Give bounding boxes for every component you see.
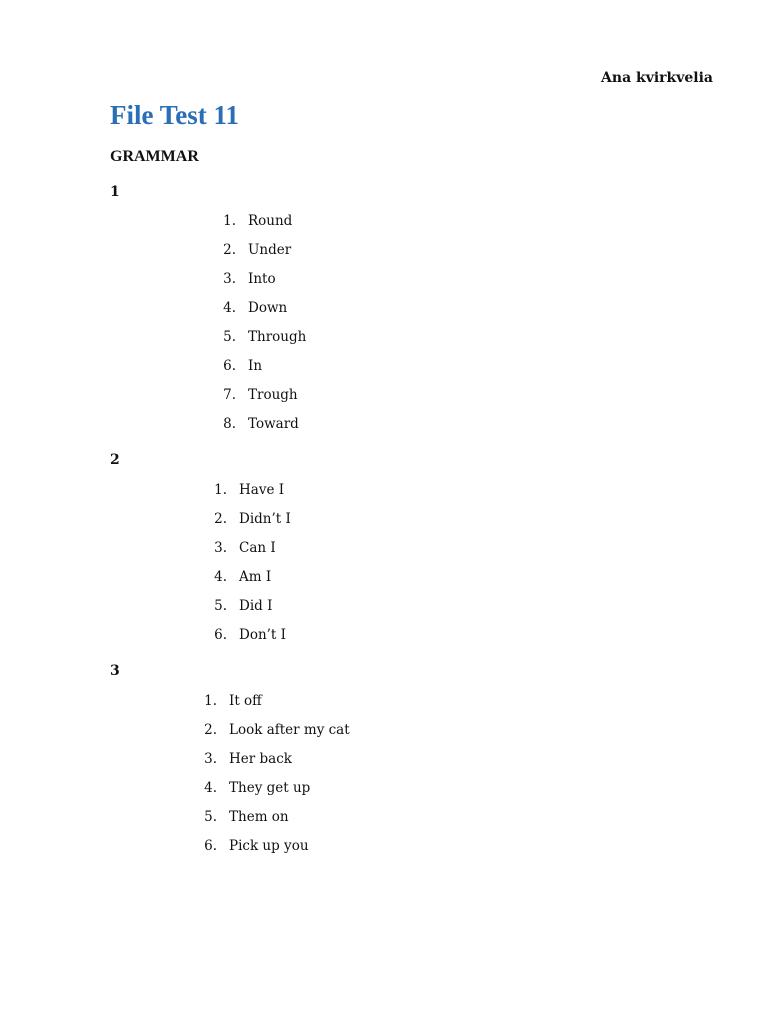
item-number: 8. xyxy=(223,416,236,432)
list-item xyxy=(205,534,291,563)
list-item xyxy=(205,505,291,534)
list-item xyxy=(195,803,350,832)
item-text: They get up xyxy=(229,780,311,796)
item-number: 2. xyxy=(214,511,227,527)
item-number: 3. xyxy=(214,540,227,556)
item-number: 5. xyxy=(214,598,227,614)
item-number: 2. xyxy=(204,722,217,738)
item-number: 5. xyxy=(204,809,217,825)
list-item xyxy=(214,207,306,236)
item-text: Under xyxy=(248,242,292,258)
item-text: Trough xyxy=(248,387,298,403)
item-text: Her back xyxy=(229,751,292,767)
item-text: Didn’t I xyxy=(239,511,291,527)
list-item xyxy=(214,323,306,352)
exercise-number-2: 2 xyxy=(110,452,120,468)
item-text: Down xyxy=(248,300,288,316)
item-number: 1. xyxy=(204,693,217,709)
list-item xyxy=(214,352,306,381)
item-number: 2. xyxy=(223,242,236,258)
author-name: Ana kvirkvelia xyxy=(601,70,713,86)
list-item xyxy=(205,476,291,505)
item-number: 4. xyxy=(223,300,236,316)
item-number: 3. xyxy=(223,271,236,287)
item-text: Into xyxy=(248,271,276,287)
item-number: 6. xyxy=(223,358,236,374)
item-number: 7. xyxy=(223,387,236,403)
list-item xyxy=(214,265,306,294)
item-text: Don’t I xyxy=(239,627,286,643)
item-number: 6. xyxy=(214,627,227,643)
list-item xyxy=(214,381,306,410)
item-number: 4. xyxy=(214,569,227,585)
exercise-number-3: 3 xyxy=(110,663,120,679)
item-text: Look after my cat xyxy=(229,722,350,738)
item-number: 3. xyxy=(204,751,217,767)
list-item xyxy=(195,745,350,774)
item-text: Did I xyxy=(239,598,273,614)
section-heading: GRAMMAR xyxy=(110,148,199,165)
item-text: Have I xyxy=(239,482,285,498)
item-text: Through xyxy=(248,329,307,345)
list-item xyxy=(195,774,350,803)
list-item xyxy=(205,563,291,592)
item-text: Them on xyxy=(229,809,289,825)
item-number: 1. xyxy=(214,482,227,498)
list-item xyxy=(214,410,306,439)
list-item xyxy=(195,687,350,716)
exercise-2-answers xyxy=(205,476,291,650)
exercise-3-answers xyxy=(195,687,350,861)
list-item xyxy=(195,716,350,745)
item-text: Round xyxy=(248,213,293,229)
list-item xyxy=(205,621,291,650)
item-text: Pick up you xyxy=(229,838,309,854)
item-text: It off xyxy=(229,693,262,709)
item-text: Toward xyxy=(248,416,299,432)
item-number: 6. xyxy=(204,838,217,854)
item-text: In xyxy=(248,358,263,374)
item-number: 4. xyxy=(204,780,217,796)
item-text: Am I xyxy=(239,569,272,585)
list-item xyxy=(214,236,306,265)
exercise-1-answers xyxy=(214,207,306,439)
list-item xyxy=(195,832,350,861)
item-text: Can I xyxy=(239,540,276,556)
item-number: 1. xyxy=(223,213,236,229)
item-number: 5. xyxy=(223,329,236,345)
list-item xyxy=(205,592,291,621)
document-title: File Test 11 xyxy=(110,100,240,130)
exercise-number-1: 1 xyxy=(110,184,120,200)
list-item xyxy=(214,294,306,323)
